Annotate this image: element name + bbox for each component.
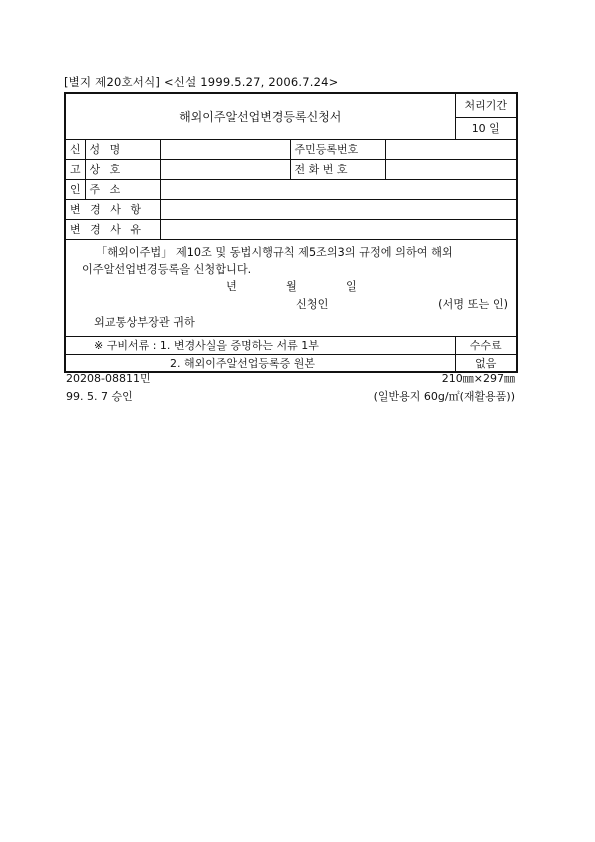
fee-value: 없음 [455,354,517,372]
addressee: 외교통상부장관 귀하 [94,316,195,330]
change-items-field[interactable] [160,199,517,219]
date-day: 일 [346,280,357,294]
trade-name-label: 상 호 [85,159,160,179]
required-documents-2: 2. 해외이주알선업등록증 원본 [65,354,455,372]
resident-number-field[interactable] [385,139,517,159]
statement-line-1: 「해외이주법」 제10조 및 동법시행규칙 제5조의3의 규정에 의하여 해외 [96,245,453,259]
application-statement [65,239,517,336]
trade-name-field[interactable] [160,159,290,179]
required-documents-1: ※ 구비서류 : 1. 변경사실을 증명하는 서류 1부 [65,336,455,354]
fee-label: 수수료 [455,336,517,354]
applicant-side-label-2: 고 [65,159,85,179]
processing-period-value: 10 일 [455,117,517,139]
phone-label: 전 화 번 호 [290,159,385,179]
statement-line-2: 이주알선업변경등록을 신청합니다. [82,262,252,276]
phone-field[interactable] [385,159,517,179]
form-number: 20208-08811민 [66,372,151,385]
paper-size: 210㎜×297㎜ [441,372,515,385]
paper-spec: (일반용지 60g/㎡(재활용품)) [373,390,515,403]
processing-period-label: 처리기간 [455,93,517,117]
date-line [74,278,508,296]
address-field[interactable] [160,179,517,199]
change-reason-field[interactable] [160,219,517,239]
applicant-signature-line [74,296,508,314]
date-month: 월 [286,280,297,294]
date-year: 년 [226,280,237,294]
name-field[interactable] [160,139,290,159]
application-form-table [64,92,518,373]
name-label: 성 명 [85,139,160,159]
applicant-label: 신청인 [296,298,329,312]
applicant-side-label-1: 신 [65,139,85,159]
signature-note: (서명 또는 인) [438,298,508,312]
applicant-side-label-3: 인 [65,179,85,199]
form-header-note: [별지 제20호서식] <신설 1999.5.27, 2006.7.24> [64,75,339,89]
resident-number-label: 주민등록번호 [290,139,385,159]
change-items-label: 변 경 사 항 [65,199,160,219]
form-title: 해외이주알선업변경등록신청서 [65,93,455,139]
approval-date: 99. 5. 7 승인 [66,390,133,403]
change-reason-label: 변 경 사 유 [65,219,160,239]
address-label: 주 소 [85,179,160,199]
